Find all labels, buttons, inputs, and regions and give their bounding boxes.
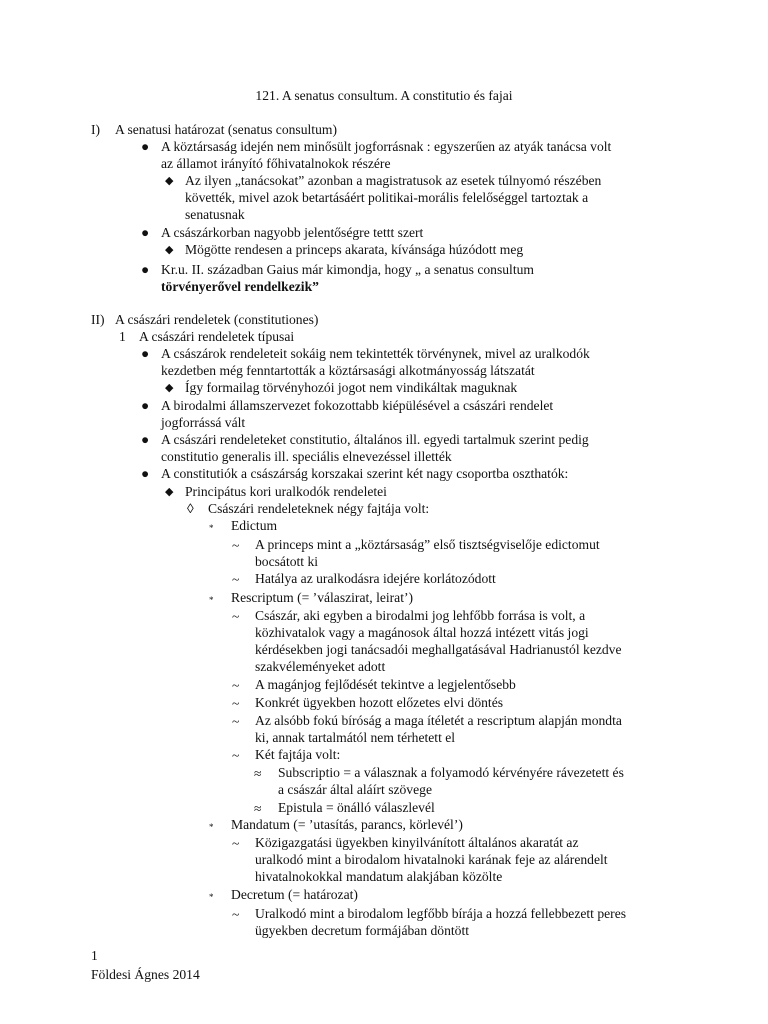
footer-author: Földesi Ágnes 2014: [91, 967, 200, 982]
tilde-bullet-icon: ~: [232, 907, 240, 922]
type-heading-decretum: Decretum (= határozat): [231, 887, 358, 902]
lozenge-bullet-icon: ◊: [187, 501, 194, 516]
list-item-line: Uralkodó mint a birodalom legfőbb bírája a hozzá fellebbezett peres: [255, 906, 627, 921]
page-number: 1: [91, 948, 98, 963]
list-item-line: Kr.u. II. században Gaius már kimondja, hogy „ a senatus consultum: [161, 262, 534, 277]
list-item-line: Hatálya az uralkodásra idejére korlátozódott: [255, 571, 496, 586]
list-item-line: Így formailag törvényhozói jogot nem vindikáltak maguknak: [185, 380, 518, 395]
section-marker: II): [91, 312, 105, 327]
list-item-line: uralkodó mint a birodalom hivatalnoki karának feje az alárendelt: [255, 852, 608, 867]
section-heading: A császári rendeletek (constitutiones): [115, 312, 319, 327]
list-item-line: követték, mivel azok betartásáért politikai-morális felelőséggel tartoztak a: [185, 190, 589, 205]
bullet-icon: ●: [141, 466, 150, 481]
list-item-line: kérdésekben jogi tanácsadói meghallgatásával Hadrianustól kezdve: [255, 642, 622, 657]
tilde-bullet-icon: ~: [232, 538, 240, 553]
bullet-icon: ●: [141, 225, 150, 240]
list-item-line: Az alsóbb fokú bíróság a maga ítéletét a rescriptum alapján mondta: [255, 713, 622, 728]
list-item-line: kezdetben még fenntartották a köztársasági alkotmányosság látszatát: [161, 363, 535, 378]
list-item-line: Subscriptio = a válasznak a folyamodó kérvényére rávezetett és: [278, 765, 624, 780]
list-item-line: Császár, aki egyben a birodalmi jog lehfőbb forrása is volt, a: [255, 608, 586, 623]
bullet-icon: ●: [141, 398, 150, 413]
diamond-bullet-icon: ◆: [165, 244, 174, 256]
diamond-bullet-icon: ◆: [165, 486, 174, 498]
type-heading-edictum: Edictum: [231, 518, 278, 533]
asterisk-bullet-icon: *: [209, 595, 214, 605]
bullet-icon: ●: [141, 139, 150, 154]
list-item-line: A constitutiók a császárság korszakai szerint két nagy csoportba oszthatók:: [161, 466, 569, 481]
tilde-bullet-icon: ~: [232, 748, 240, 763]
list-item-line: A császárkorban nagyobb jelentőségre tettt szert: [161, 225, 424, 240]
subsection-marker: 1: [119, 329, 126, 344]
list-item-line: A császári rendeleteket constitutio, általános ill. egyedi tartalmuk szerint pedig: [161, 432, 589, 447]
section-heading: A senatusi határozat (senatus consultum): [115, 122, 337, 137]
list-item-line: Közigazgatási ügyekben kinyilvánított általános akaratát az: [255, 835, 579, 850]
list-item-line: hivatalnokokkal mandatum alakjában közölte: [255, 869, 503, 884]
list-item-line: A birodalmi államszervezet fokozottabb kiépülésével a császári rendelet: [161, 398, 554, 413]
list-item-line: közhivatalok vagy a magánosok által hozzá intézett vitás jogi: [255, 625, 589, 640]
tilde-bullet-icon: ~: [232, 836, 240, 851]
list-item-line: A magánjog fejlődését tekintve a legjelentősebb: [255, 677, 516, 692]
bullet-icon: ●: [141, 432, 150, 447]
bullet-icon: ●: [141, 346, 150, 361]
tilde-bullet-icon: ~: [232, 572, 240, 587]
asterisk-bullet-icon: *: [209, 892, 214, 902]
list-item-line: Konkrét ügyekben hozott előzetes elvi döntés: [255, 695, 504, 710]
subsection-heading: A császári rendeletek típusai: [139, 329, 295, 344]
list-item-line: ki, annak tartalmától nem térhetett el: [255, 730, 456, 745]
list-item-line: Epistula = önálló válaszlevél: [278, 800, 435, 815]
page-title: 121. A senatus consultum. A constitutio és fajai: [255, 88, 513, 103]
list-item-line: az államot irányító főhivatalnokok részére: [161, 156, 391, 171]
list-item-line: jogforrássá vált: [161, 415, 246, 430]
list-item-line: Az ilyen „tanácsokat” azonban a magistratusok az esetek túlnyomó részében: [185, 173, 602, 188]
type-heading-mandatum: Mandatum (= ’utasítás, parancs, körlevél’): [231, 817, 463, 832]
list-item-line: Két fajtája volt:: [255, 747, 341, 762]
approx-bullet-icon: ≈: [254, 801, 262, 816]
bold-text: törvényerővel rendelkezik”: [161, 279, 319, 294]
diamond-bullet-icon: ◆: [165, 175, 174, 187]
list-item-line: A köztársaság idején nem minősült jogforrásnak : egyszerűen az atyák tanácsa volt: [161, 139, 612, 154]
list-item-line: Császári rendeleteknek négy fajtája volt:: [208, 501, 430, 516]
tilde-bullet-icon: ~: [232, 609, 240, 624]
list-item-line: senatusnak: [185, 207, 245, 222]
list-item-line: A princeps mint a „köztársaság” első tisztségviselője edictomut: [255, 537, 600, 552]
list-item-line: Mögötte rendesen a princeps akarata, kívánsága húzódott meg: [185, 242, 524, 257]
list-item-line: a császár által aláírt szövege: [278, 782, 432, 797]
tilde-bullet-icon: ~: [232, 714, 240, 729]
list-item-line: A császárok rendeleteit sokáig nem tekintették törvénynek, mivel az uralkodók: [161, 346, 590, 361]
list-item-line: ügyekben decretum formájában döntött: [255, 923, 470, 938]
asterisk-bullet-icon: *: [209, 822, 214, 832]
type-heading-rescriptum: Rescriptum (= ’válaszirat, leirat’): [231, 590, 414, 605]
tilde-bullet-icon: ~: [232, 678, 240, 693]
list-item-line: constitutio generalis ill. speciális elnevezéssel illették: [161, 449, 452, 464]
diamond-bullet-icon: ◆: [165, 382, 174, 394]
tilde-bullet-icon: ~: [232, 696, 240, 711]
list-item-line: bocsátott ki: [255, 554, 319, 569]
bullet-icon: ●: [141, 262, 150, 277]
asterisk-bullet-icon: *: [209, 523, 214, 533]
section-marker: I): [91, 122, 101, 137]
bold-line: [161, 278, 319, 295]
list-item-line: Principátus kori uralkodók rendeletei: [185, 484, 387, 499]
list-item-line: szakvéleményeket adott: [255, 659, 386, 674]
approx-bullet-icon: ≈: [254, 766, 262, 781]
